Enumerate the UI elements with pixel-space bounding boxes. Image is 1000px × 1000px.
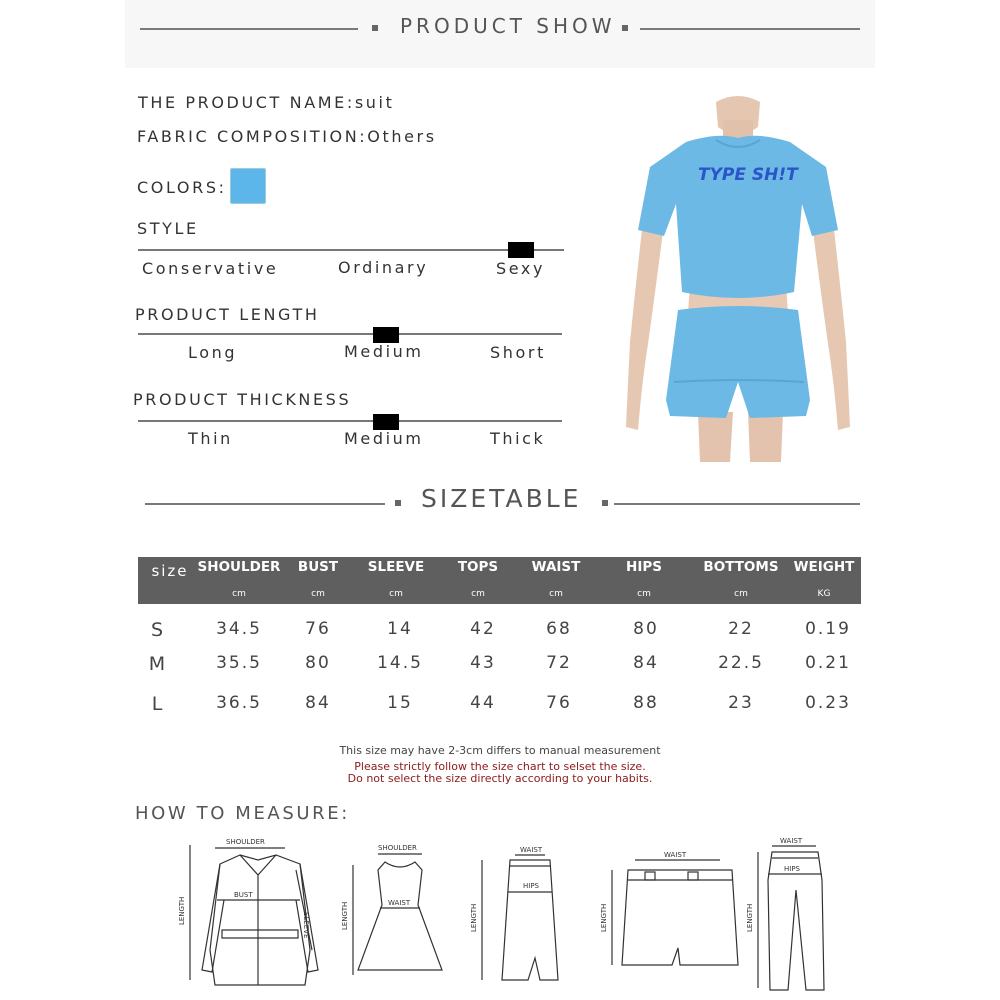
unit-shoulder: cm (232, 589, 246, 599)
note-habits: Do not select the size directly according to your habits. (347, 772, 653, 785)
thickness-marker (373, 414, 399, 430)
length-option-long: Long (188, 343, 238, 362)
dress-length-label: LENGTH (341, 901, 349, 930)
product-name-label: THE PRODUCT NAME: (138, 93, 355, 112)
table-cell: 14.5 (377, 653, 423, 673)
table-cell: 80 (633, 619, 659, 639)
table-cell: 43 (470, 653, 496, 673)
size-cell: L (151, 693, 165, 715)
pants-length-label: LENGTH (746, 903, 754, 932)
colors-label: COLORS: (137, 178, 227, 197)
dress-diagram (353, 854, 442, 975)
col-header-sleeve: SLEEVE (367, 559, 425, 575)
size-cell: S (150, 619, 166, 641)
skirt-waist-label: WAIST (520, 846, 543, 854)
unit-bottoms: cm (734, 589, 748, 599)
table-cell: 0.21 (805, 653, 851, 673)
jacket-shoulder-label: SHOULDER (226, 838, 265, 846)
fabric-value: Others (367, 127, 437, 146)
thickness-option-medium: Medium (344, 429, 424, 448)
table-cell: 22 (728, 619, 754, 639)
unit-waist: cm (549, 589, 563, 599)
jacket-sleeve-label: SLEEVE (302, 912, 310, 939)
col-header-size: size (151, 562, 189, 580)
jacket-bust-label: BUST (234, 891, 253, 899)
size-table-header (138, 557, 861, 604)
sizetable-rule-right (614, 503, 860, 505)
size-cell: M (148, 653, 168, 675)
how-to-measure-title: HOW TO MEASURE: (135, 803, 350, 824)
header-rule-right (640, 28, 860, 30)
dress-shoulder-label: SHOULDER (378, 844, 417, 852)
shorts-waist-label: WAIST (664, 851, 687, 859)
skirt-diagram (482, 855, 558, 980)
style-option-sexy: Sexy (496, 259, 546, 278)
table-cell: 0.23 (805, 693, 851, 713)
pants-hips-label: HIPS (784, 865, 800, 873)
table-cell: 68 (546, 619, 572, 639)
length-option-short: Short (490, 343, 546, 362)
unit-bust: cm (311, 589, 325, 599)
note-measurement: This size may have 2-3cm differs to manual measurement (339, 744, 661, 757)
sizetable-bullet-left (395, 500, 401, 506)
col-header-hips: HIPS (626, 559, 662, 575)
table-cell: 15 (387, 693, 413, 713)
col-header-bottoms: BOTTOMS (703, 559, 779, 575)
style-option-ordinary: Ordinary (338, 258, 429, 277)
style-marker (508, 242, 534, 258)
col-header-bust: BUST (297, 559, 339, 575)
shorts-length-label: LENGTH (600, 903, 608, 932)
note-follow-chart: Please strictly follow the size chart to selset the size. (354, 760, 646, 773)
table-cell: 0.19 (805, 619, 851, 639)
table-cell: 14 (387, 619, 413, 639)
jacket-diagram (190, 845, 318, 985)
table-cell: 44 (470, 693, 496, 713)
col-header-tops: TOPS (457, 559, 499, 575)
sizetable-bullet-right (602, 500, 608, 506)
length-option-medium: Medium (344, 342, 424, 361)
skirt-length-label: LENGTH (470, 903, 478, 932)
pants-waist-label: WAIST (780, 837, 803, 845)
unit-tops: cm (471, 589, 485, 599)
length-label: PRODUCT LENGTH (135, 305, 320, 324)
shorts-diagram (612, 860, 738, 965)
table-cell: 42 (470, 619, 496, 639)
section-title-sizetable: SIZETABLE (421, 484, 582, 513)
fabric-row (137, 127, 437, 146)
jacket-length-label: LENGTH (178, 896, 186, 925)
col-header-waist: WAIST (531, 559, 581, 575)
unit-weight: KG (817, 589, 831, 599)
unit-sleeve: cm (389, 589, 403, 599)
table-cell: 76 (305, 619, 331, 639)
dress-waist-label: WAIST (388, 899, 411, 907)
style-label: STYLE (137, 219, 199, 238)
length-track (138, 333, 562, 335)
header-rule-left (140, 28, 358, 30)
table-cell: 76 (546, 693, 572, 713)
how-to-measure-diagram (160, 830, 840, 995)
style-option-conservative: Conservative (142, 259, 279, 278)
table-cell: 84 (305, 693, 331, 713)
color-swatch-blue[interactable] (230, 168, 266, 204)
shirt-print-text: TYPE SH!T (698, 165, 798, 185)
table-cell: 88 (633, 693, 659, 713)
product-name-value: suit (354, 93, 395, 112)
table-cell: 36.5 (216, 693, 262, 713)
header-bullet-left (372, 25, 378, 31)
unit-hips: cm (637, 589, 651, 599)
col-header-weight: WEIGHT (793, 559, 855, 575)
col-header-shoulder: SHOULDER (197, 559, 281, 575)
fabric-label: FABRIC COMPOSITION: (137, 127, 368, 146)
section-title-product-show: PRODUCT SHOW (400, 14, 616, 38)
table-cell: 22.5 (718, 653, 764, 673)
sizetable-rule-left (145, 503, 385, 505)
product-photo-mannequin (598, 82, 878, 467)
table-cell: 34.5 (216, 619, 262, 639)
style-track (138, 249, 564, 251)
product-name-row (138, 93, 394, 112)
table-cell: 72 (546, 653, 572, 673)
skirt-hips-label: HIPS (523, 882, 539, 890)
table-cell: 84 (633, 653, 659, 673)
thickness-label: PRODUCT THICKNESS (133, 390, 352, 409)
table-cell: 80 (305, 653, 331, 673)
table-cell: 35.5 (216, 653, 262, 673)
table-cell: 23 (728, 693, 754, 713)
thickness-option-thin: Thin (188, 429, 233, 448)
header-bullet-right (622, 25, 628, 31)
thickness-option-thick: Thick (490, 429, 546, 448)
thickness-track (138, 420, 562, 422)
length-marker (373, 327, 399, 343)
